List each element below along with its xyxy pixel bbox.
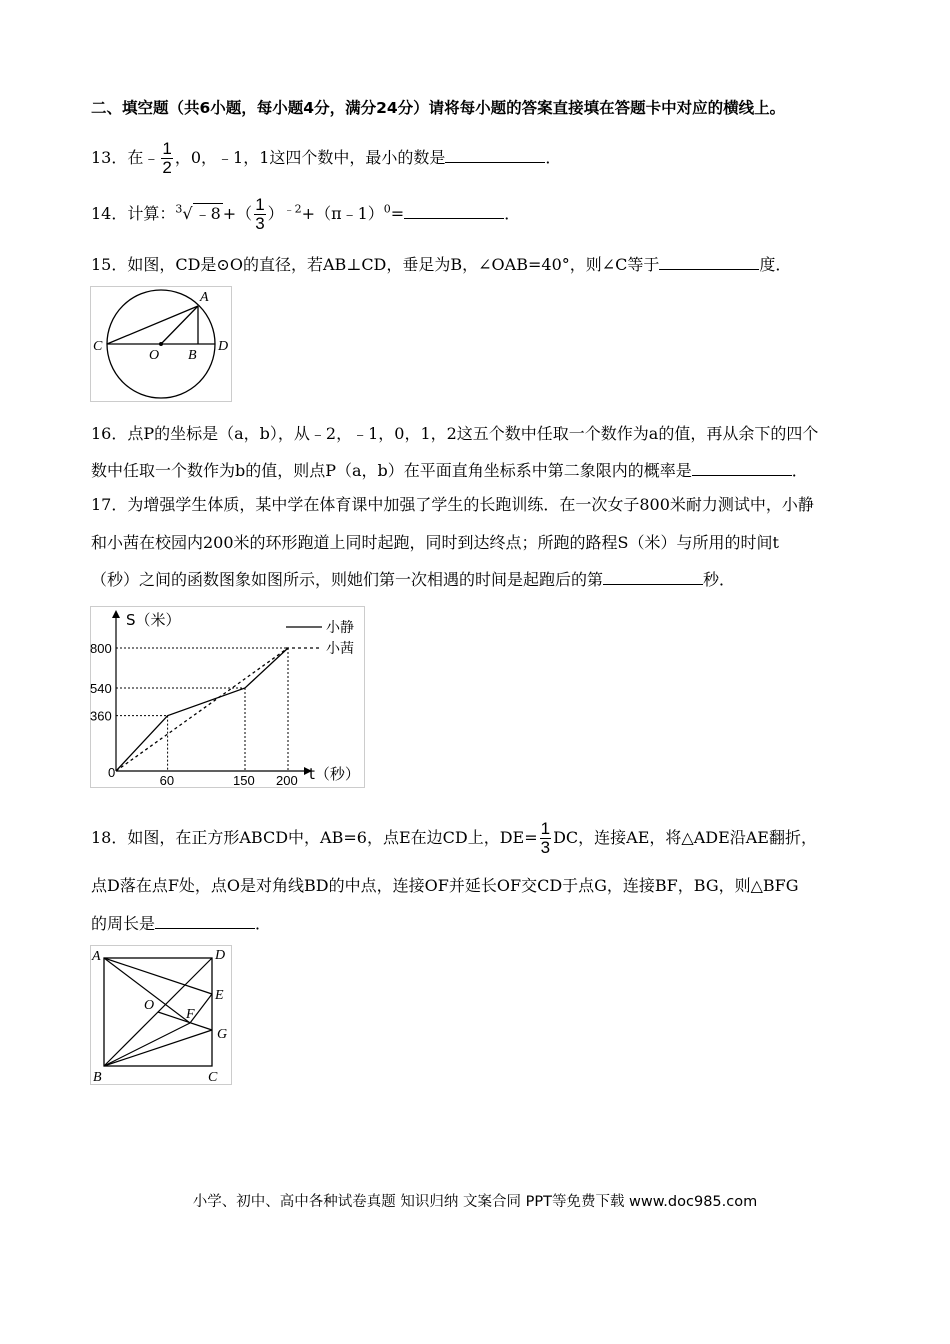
legend-label-xiaojing: 小静 — [326, 620, 354, 636]
label-a: A — [92, 949, 101, 964]
center-point — [159, 342, 163, 346]
chart-legend — [286, 620, 354, 657]
segment-bg — [104, 1030, 212, 1066]
q18-square-figure — [90, 945, 232, 1085]
q17-line3-text: （秒）之间的函数图象如图所示，则她们第一次相遇的时间是起跑后的第 — [91, 570, 604, 589]
q18-answer-blank[interactable] — [155, 914, 255, 929]
q14-end: ． — [504, 204, 521, 223]
question-18-line1 — [91, 820, 817, 857]
segment-oa — [161, 306, 198, 344]
label-d: D — [218, 339, 229, 354]
q17-answer-blank[interactable] — [603, 570, 703, 585]
y-tick-540: 540 — [90, 680, 112, 696]
question-17-line1: 17．为增强学生体质，某中学在体育课中加强了学生的长跑训练．在一次女子800米耐力测试中，小静 — [91, 495, 814, 514]
q14-answer-blank[interactable] — [404, 204, 504, 219]
question-16-line1: 16．点P的坐标是（a，b），从﹣2，﹣1，0，1，2这五个数中任取一个数作为a的值，再从余下的四个 — [91, 424, 819, 443]
segment-og — [158, 1012, 212, 1030]
label-b: B — [188, 348, 197, 363]
q14-frac-num: 1 — [255, 195, 265, 214]
origin-label: 0 — [108, 765, 116, 780]
q13-frac-den: 2 — [162, 158, 172, 177]
q16-end: ． — [791, 461, 808, 480]
q14-close: ） — [267, 204, 284, 223]
q14-fraction — [254, 196, 265, 233]
series-line-xiaoqian — [116, 648, 288, 771]
q13-fraction — [161, 140, 172, 177]
label-e: E — [215, 988, 224, 1003]
q14-plus: +（ — [222, 204, 253, 223]
q13-text: ，0，﹣1，1这四个数中，最小的数是 — [174, 148, 446, 167]
y-axis-arrow-icon — [112, 610, 120, 618]
section-header: 二、填空题（共6小题，每小题4分，满分24分）请将每小题的答案直接填在答题卡中对应的横线上。 — [91, 99, 786, 117]
label-a: A — [200, 290, 209, 305]
legend-label-xiaoqian: 小茜 — [326, 641, 354, 657]
q18-frac-den: 3 — [540, 838, 551, 857]
segment-bf — [104, 1023, 190, 1066]
q14-exponent-zero: 0 — [383, 202, 391, 216]
q18-frac-num: 1 — [540, 819, 551, 838]
q13-end: ． — [545, 148, 562, 167]
q14-prefix: 14．计算： — [91, 204, 176, 223]
q17-end: 秒． — [703, 570, 736, 589]
q15-text: 15．如图，CD是⊙O的直径，若AB⊥CD，垂足为B，∠OAB=40°，则∠C等于 — [91, 255, 660, 274]
q18-text: DC，连接AE，将△ADE沿AE翻折， — [553, 828, 817, 847]
q15-end: 度． — [759, 255, 792, 274]
q18-fraction — [540, 820, 551, 857]
segment-af — [104, 958, 190, 1023]
q14-rest: +（π﹣1） — [301, 204, 384, 223]
label-d: D — [215, 948, 226, 963]
question-18-line2: 点D落在点F处，点O是对角线BD的中点，连接OF并延长OF交CD于点G，连接BF，BG，则△BFG — [91, 876, 799, 895]
label-f: F — [186, 1007, 195, 1022]
q14-frac-den: 3 — [255, 214, 265, 233]
q18-prefix: 18．如图，在正方形ABCD中，AB=6，点E在边CD上，DE= — [91, 828, 538, 847]
q14-exponent: ﹣2 — [283, 202, 302, 216]
q15-answer-blank[interactable] — [659, 255, 759, 270]
question-16-line2 — [91, 458, 808, 481]
q13-prefix: 13．在﹣ — [91, 148, 160, 167]
segment-ae — [104, 958, 212, 994]
label-o: O — [144, 998, 155, 1013]
y-tick-800: 800 — [90, 641, 112, 656]
q18-end: ． — [255, 914, 272, 933]
q14-root-index: 3 — [175, 202, 183, 216]
page-footer: 小学、初中、高中各种试卷真题 知识归纳 文案合同 PPT等免费下载 www.doc985.com — [192, 1194, 758, 1210]
q14-equals: = — [390, 204, 405, 223]
q13-answer-blank[interactable] — [445, 148, 545, 163]
q16-answer-blank[interactable] — [692, 461, 792, 476]
x-tick-150: 150 — [233, 773, 255, 788]
x-axis-label: t（秒） — [309, 765, 360, 783]
q16-line2-text: 数中任取一个数作为b的值，则点P（a，b）在平面直角坐标系中第二象限内的概率是 — [91, 461, 692, 480]
q14-radicand: ﹣8 — [194, 204, 221, 223]
q17-distance-time-chart — [90, 606, 365, 788]
question-17-line2: 和小茜在校园内200米的环形跑道上同时起跑，同时到达终点；所跑的路程S（米）与所用的时间t — [91, 533, 779, 552]
label-o: O — [149, 348, 160, 363]
label-c: C — [93, 339, 103, 354]
question-17-line3 — [91, 567, 735, 590]
question-15 — [91, 252, 791, 275]
y-axis-label: S（米） — [126, 611, 181, 629]
question-13 — [91, 140, 561, 177]
q13-frac-num: 1 — [162, 139, 172, 158]
label-b: B — [93, 1070, 102, 1085]
x-tick-200: 200 — [276, 773, 298, 788]
q15-circle-figure — [90, 286, 232, 402]
y-tick-360: 360 — [90, 708, 112, 724]
label-c: C — [208, 1070, 218, 1085]
chart-series — [116, 648, 288, 771]
radical-icon: √ — [182, 204, 193, 223]
x-tick-60: 60 — [159, 773, 175, 788]
label-g: G — [217, 1027, 228, 1042]
question-14 — [91, 196, 520, 233]
question-18-line3 — [91, 911, 271, 934]
q18-line3-text: 的周长是 — [91, 914, 156, 933]
segment-ca — [107, 306, 198, 344]
